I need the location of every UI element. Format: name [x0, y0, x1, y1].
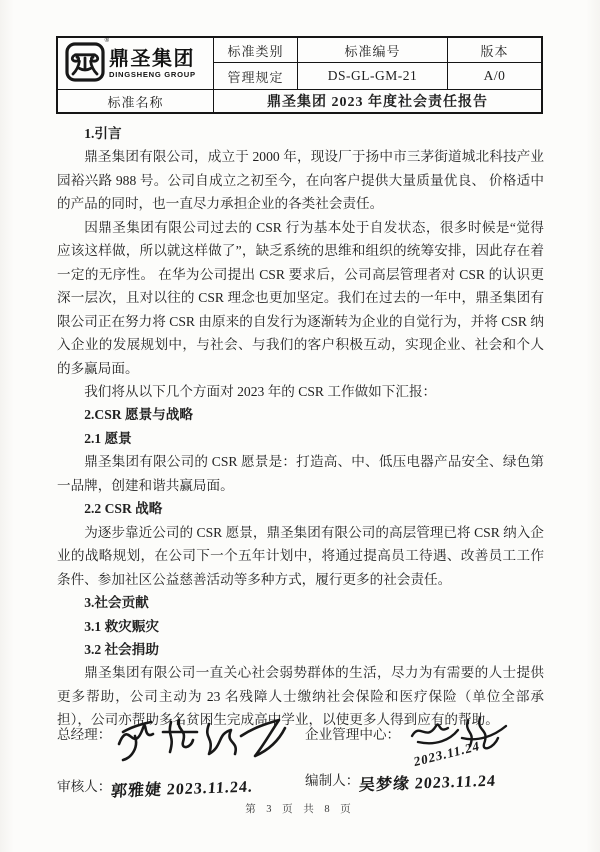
paragraph: 我们将从以下几个方面对 2023 年的 CSR 工作做如下汇报： — [84, 383, 437, 399]
logo-mark-icon — [65, 37, 110, 86]
header-cell-number-value: DS-GL-GM-21 — [297, 62, 447, 89]
signature-section — [57, 724, 549, 799]
paragraph: 鼎圣集团有限公司，成立于 2000 年，现设厂于扬中市三茅街道城北科技产业园裕兴路 988 号。公司自成立之初至今，在向客户提供大量质量优良、 价格适中的产品的同时，也一直尽力承担企业的各类社会责任。 — [57, 149, 544, 212]
header-cell-version-value: A/0 — [447, 62, 541, 89]
document-title: 鼎圣集团 2023 年度社会责任报告 — [213, 89, 541, 112]
header-cell-number-label: 标准编号 — [297, 38, 447, 62]
management-center-date: 2023.11.24 — [413, 737, 481, 770]
general-manager-signature-icon — [113, 710, 291, 766]
section-heading: 2.1 愿景 — [84, 430, 132, 446]
brand-name-en: DINGSHENG GROUP — [109, 69, 196, 79]
reviewer-label: 审核人： — [57, 779, 112, 794]
paragraph: 鼎圣集团有限公司一直关心社会弱势群体的生活，尽力为有需要的人士提供更多帮助，公司主动为 23 名残障人士缴纳社会保险和医疗保险（单位全部承担），公司亦帮助多名贫困生完成高中学业，以使更多人得到应有的帮助。 — [57, 665, 544, 728]
section-heading: 1.引言 — [84, 126, 122, 141]
company-logo — [58, 38, 213, 89]
header-cell-name-label: 标准名称 — [58, 89, 213, 112]
compiler-label: 编制人： — [305, 773, 360, 788]
reviewer-signature: 郭雅婕 2023.11.24. — [110, 778, 254, 801]
management-center-label: 企业管理中心： — [305, 727, 401, 742]
registered-mark: ® — [104, 37, 110, 44]
brand-name-cn: 鼎圣集团 — [109, 47, 195, 70]
header-cell-category-label: 标准类别 — [213, 38, 297, 62]
page-number-footer: 第 3 页 共 8 页 — [245, 804, 355, 815]
paragraph: 因鼎圣集团有限公司过去的 CSR 行为基本处于自发状态，很多时候是“觉得应该这样做，所以就这样做了”，缺乏系统的思维和组织的统筹安排，因此存在着一定的无序性。 在华为公司提出 CSR 要求后，公司高层管理者对 CSR 的认识更深一层次，且对以往的 CSR 理念也更加坚定。我们在过去的一年中，鼎圣集团有限公司正在努力将 CSR 由原来的自发行为逐渐转为企业的自觉行为，并将 CSR 纳入企业的发展规划中，与社会、与我们的客户积极互动，实现企业、社会和个人的多赢局面。 — [57, 219, 544, 376]
section-heading: 2.CSR 愿景与战略 — [84, 407, 193, 423]
header-cell-category-value: 管理规定 — [213, 62, 297, 89]
general-manager-label: 总经理： — [57, 727, 112, 742]
header-cell-version-label: 版本 — [447, 38, 541, 62]
paragraph: 为逐步靠近公司的 CSR 愿景，鼎圣集团有限公司的高层管理已将 CSR 纳入企业的战略规划，在公司下一个五年计划中，将通过提高员工待遇、改善员工工作条件、参加社区公益慈善活动等多种方式，履行更多的社会责任。 — [57, 524, 544, 587]
paragraph: 鼎圣集团有限公司的 CSR 愿景是：打造高、中、低压电器产品安全、绿色第一品牌，创建和谐共赢局面。 — [57, 454, 544, 493]
section-heading: 3.2 社会捐助 — [84, 641, 159, 657]
section-heading: 3.1 救灾赈灾 — [84, 618, 159, 634]
section-heading: 2.2 CSR 战略 — [84, 501, 163, 517]
standard-header-table — [56, 36, 543, 114]
compiler-signature: 吴梦缘 2023.11.24 — [358, 772, 497, 795]
section-heading: 3.社会贡献 — [84, 595, 149, 611]
document-body — [57, 122, 544, 732]
